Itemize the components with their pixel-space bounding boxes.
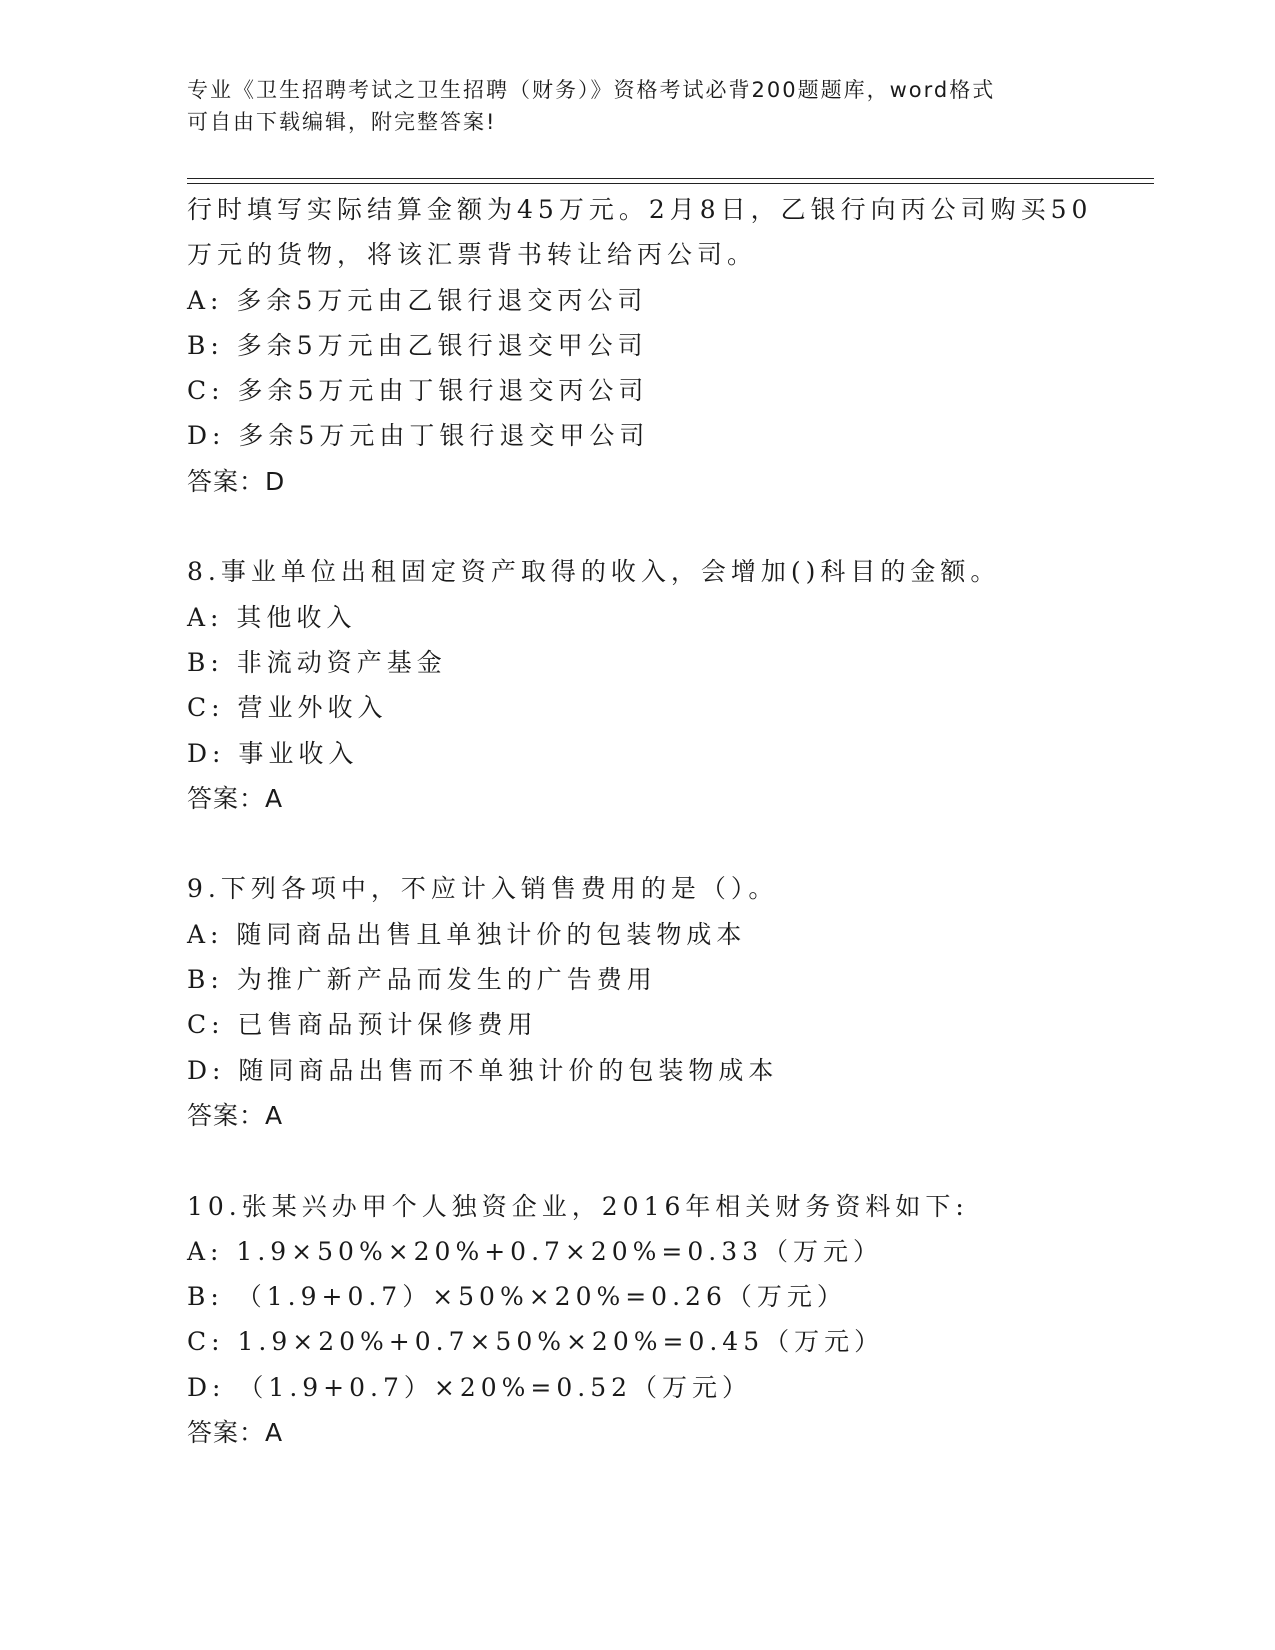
spacer: [187, 1138, 1147, 1183]
option-a: A: 其他收入: [187, 602, 357, 632]
header-rule-top: [187, 178, 1154, 179]
question-stem: 8.事业单位出租固定资产取得的收入，会增加()科目的金额。: [187, 557, 1001, 587]
option-a: A: 随同商品出售且单独计价的包装物成本: [187, 919, 747, 949]
question-stem: 10.张某兴办甲个人独资企业，2016年相关财务资料如下:: [187, 1191, 969, 1221]
option-d: D: 随同商品出售而不单独计价的包装物成本: [187, 1055, 779, 1085]
question-block-9: [187, 866, 1147, 1138]
spacer: [187, 504, 1147, 549]
option-c: C: 1.9×20%+0.7×50%×20%=0.45（万元）: [187, 1327, 885, 1357]
option-d: D: （1.9+0.7）×20%=0.52（万元）: [187, 1372, 753, 1402]
question-block-continued: [187, 187, 1147, 504]
answer-label: 答案：: [187, 466, 266, 496]
answer-line: [187, 459, 1147, 504]
answer-line: [187, 776, 1147, 821]
header-title-line-2: 可自由下载编辑，附完整答案!: [187, 110, 497, 134]
question-block-10: [187, 1184, 1147, 1456]
question-stem-continued-line-2: 万元的货物，将该汇票背书转让给丙公司。: [187, 240, 758, 270]
spacer: [187, 821, 1147, 866]
question-stem-continued-line-1: 行时填写实际结算金额为45万元。2月8日，乙银行向丙公司购买50: [187, 195, 1093, 224]
option-b: B: （1.9+0.7）×50%×20%=0.26（万元）: [187, 1282, 847, 1312]
header-title-line-1: 专业《卫生招聘考试之卫生招聘（财务）》资格考试必背200题题库，word格式: [187, 78, 996, 102]
answer-value: A: [265, 1100, 284, 1130]
option-b: B: 多余5万元由乙银行退交甲公司: [187, 330, 648, 360]
answer-label: 答案：: [187, 783, 266, 813]
answer-value: D: [265, 466, 286, 496]
question-stem: 9.下列各项中，不应计入销售费用的是（）。: [187, 874, 779, 904]
document-header: [187, 74, 1067, 138]
question-block-8: [187, 549, 1147, 821]
option-c: C: 营业外收入: [187, 693, 388, 723]
answer-value: A: [265, 1418, 284, 1448]
header-rule-bottom: [187, 183, 1154, 184]
option-d: D: 事业收入: [187, 738, 359, 768]
option-c: C: 多余5万元由丁银行退交丙公司: [187, 376, 649, 406]
option-b: B: 非流动资产基金: [187, 647, 447, 677]
question-content: [187, 187, 1147, 1455]
answer-value: A: [265, 783, 284, 813]
option-d: D: 多余5万元由丁银行退交甲公司: [187, 421, 650, 451]
answer-line: [187, 1410, 1147, 1455]
option-c: C: 已售商品预计保修费用: [187, 1010, 538, 1040]
option-b: B: 为推广新产品而发生的广告费用: [187, 965, 657, 995]
option-a: A: 多余5万元由乙银行退交丙公司: [187, 285, 648, 315]
option-a: A: 1.9×50%×20%+0.7×20%=0.33（万元）: [187, 1236, 884, 1266]
answer-label: 答案：: [187, 1418, 266, 1448]
answer-label: 答案：: [187, 1100, 266, 1130]
answer-line: [187, 1093, 1147, 1138]
